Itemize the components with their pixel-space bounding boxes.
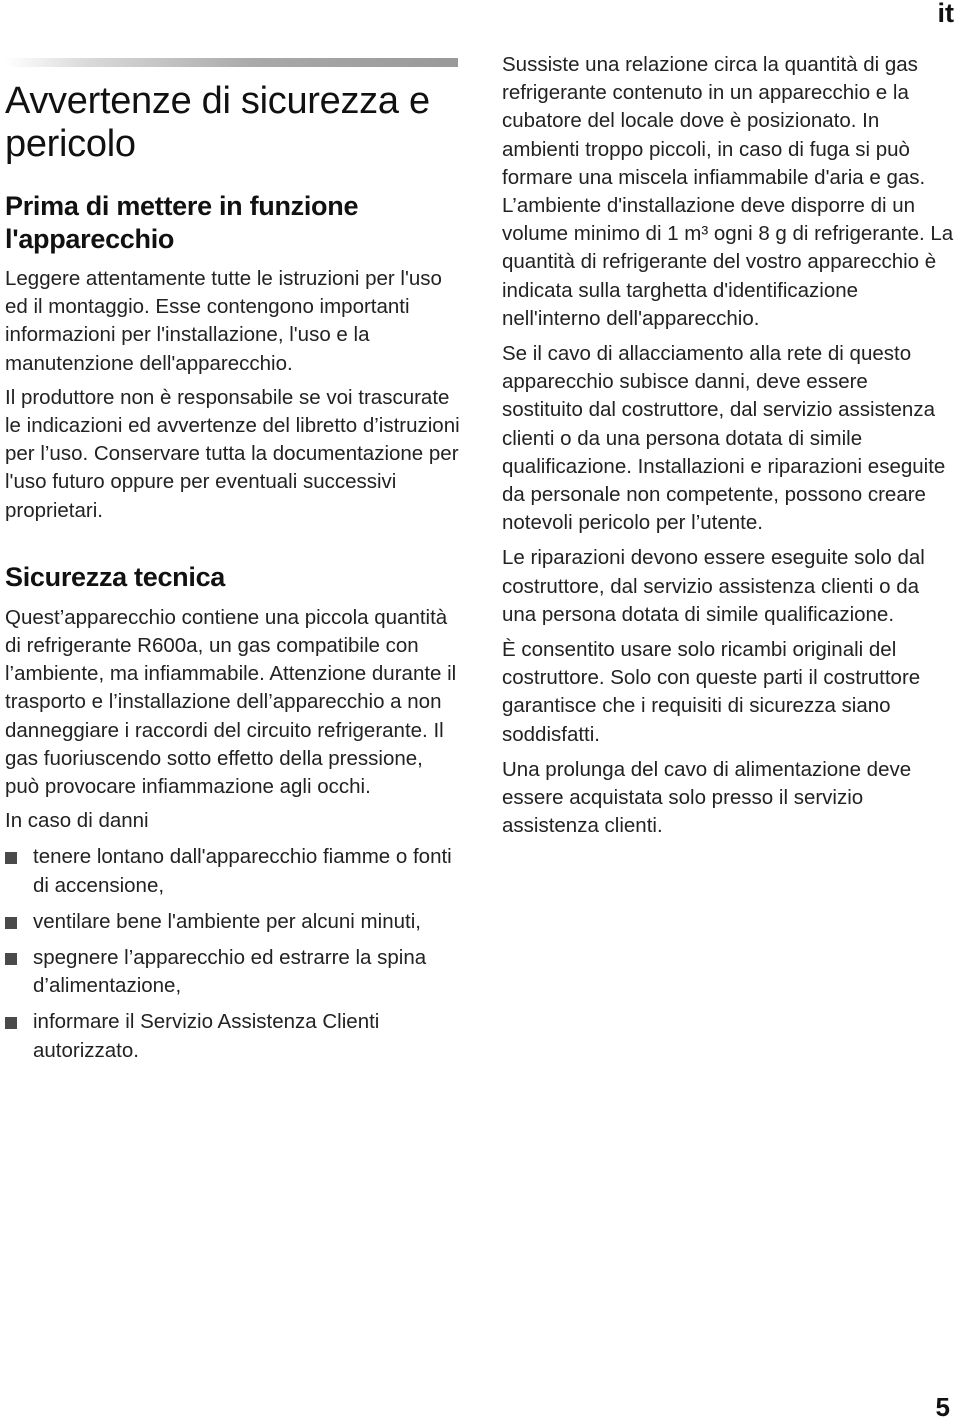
list-item	[5, 944, 461, 1000]
list-item	[5, 1008, 461, 1064]
intro-paragraph: Il produttore non è responsabile se voi trascurate le indicazioni ed avvertenze del libretto d’istruzioni per l’uso. Conservare tutta la documentazione per l'uso futuro oppure per eventuali successivi proprietari.	[5, 385, 460, 522]
list-item-text: tenere lontano dall'apparecchio fiamme o fonti di accensione,	[33, 845, 452, 897]
section-paragraph: In caso di danni	[5, 809, 149, 833]
left-column	[5, 58, 461, 1073]
damage-instructions-list	[5, 843, 461, 1064]
section-paragraph: Quest’apparecchio contiene una piccola quantità di refrigerante R600a, un gas compatibile con l’ambiente, ma infiammabile. Attenzione durante il trasporto e l’installazione dell’apparecchio a non danneggiare i raccordi del circuito refrigerante. Il gas fuoriuscendo sotto effetto della pressione, può provocare infiammazione agli occhi.	[5, 605, 457, 799]
body-paragraph: Una prolunga del cavo di alimentazione deve essere acquistata solo presso il servizio assistenza clienti.	[502, 757, 912, 838]
list-item-text: ventilare bene l'ambiente per alcuni minuti,	[33, 909, 421, 933]
list-item	[5, 908, 461, 936]
section-title-technical-safety: Sicurezza tecnica	[5, 561, 226, 592]
page-title: Avvertenze di sicurezza e pericolo	[5, 80, 430, 165]
square-bullet-icon	[5, 917, 17, 929]
list-item-text: informare il Servizio Assistenza Clienti autorizzato.	[33, 1010, 380, 1062]
body-paragraph: Le riparazioni devono essere eseguite solo dal costruttore, dal servizio assistenza clienti o da una persona dotata di simile qualificazione.	[502, 546, 925, 626]
body-paragraph: Se il cavo di allacciamento alla rete di questo apparecchio subisce danni, deve essere sostituito dal costruttore, dal servizio assistenza clienti o da una persona dotata di simile qualificazione. Installazioni e riparazioni eseguite da personale non competente, possono creare notevoli pericolo per l’utente.	[502, 342, 946, 535]
right-column	[502, 51, 954, 847]
list-item-text: spegnere l’apparecchio ed estrarre la spina d’alimentazione,	[33, 946, 427, 998]
intro-paragraph: Leggere attentamente tutte le istruzioni per l'uso ed il montaggio. Esse contengono importanti informazioni per l'installazione, l'uso e la manutenzione dell'apparecchio.	[5, 267, 442, 375]
body-paragraph: È consentito usare solo ricambi originali del costruttore. Solo con queste parti il costruttore garantisce che i requisiti di sicurezza siano soddisfatti.	[502, 638, 921, 746]
language-tag: it	[937, 0, 954, 28]
section-rule	[5, 58, 458, 67]
square-bullet-icon	[5, 852, 17, 864]
page-number: 5	[935, 1392, 950, 1422]
square-bullet-icon	[5, 1017, 17, 1029]
list-item	[5, 843, 461, 899]
subtitle-before-use: Prima di mettere in funzione l'apparecchio	[5, 191, 359, 254]
square-bullet-icon	[5, 953, 17, 965]
body-paragraph: Sussiste una relazione circa la quantità di gas refrigerante contenuto in un apparecchio e la cubatore del locale dove è posizionato. In ambienti troppo piccoli, in caso di fuga si può formare una miscela infiammabile d'aria e gas. L’ambiente d'installazione deve disporre di un volume minimo di 1 m³ ogni 8 g di refrigerante. La quantità di refrigerante del vostro apparecchio è indicata sulla targhetta d'identificazione nell'interno dell'apparecchio.	[502, 53, 954, 330]
